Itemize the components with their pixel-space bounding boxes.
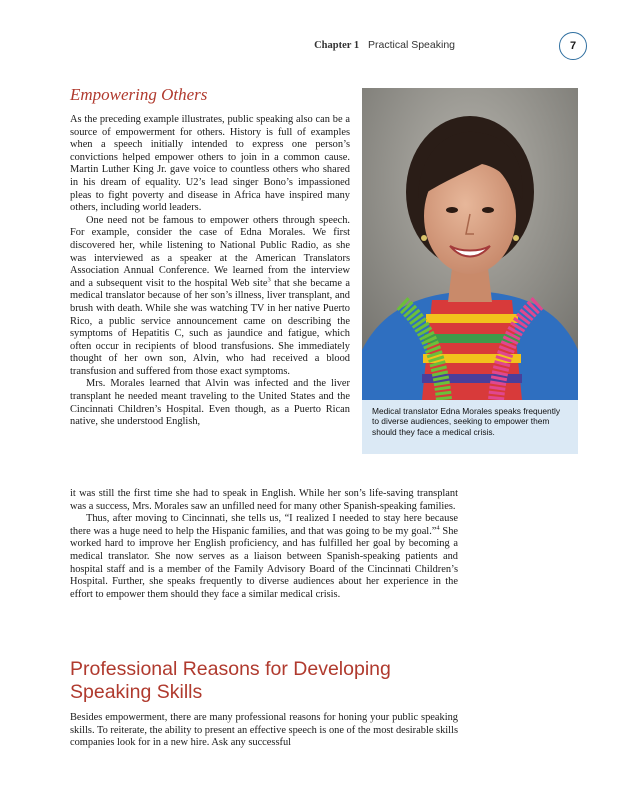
major-section-heading: Professional Reasons for Developing Speaking Skills xyxy=(70,658,391,703)
portrait-photo xyxy=(362,88,578,400)
page-number: 7 xyxy=(559,32,587,60)
paragraph-text: She worked hard to improve her English proficiency, and has fulfilled her goal by becoming a medical translator. She now serves as a liaison between Spanish-speaking patients and hospital staff and is a member of the Family Advisory Board of the Cincinnati Children’s Hospital. Further, she speaks frequently to diverse audiences about her experience in the effort to empower them should they face a similar medical crisis. xyxy=(70,525,459,600)
running-head xyxy=(314,39,455,51)
portrait-illustration xyxy=(362,88,578,400)
closing-text xyxy=(70,712,458,750)
footnote-ref: 3 xyxy=(267,276,271,284)
paragraph xyxy=(70,215,350,379)
column-text xyxy=(70,114,350,429)
chapter-label: Chapter 1 xyxy=(314,40,360,51)
paragraph: it was still the first time she had to speak in English. While her son’s life-saving transplant was a success, Mrs. Morales saw an unfilled need for many other Spanish-speaking families. xyxy=(70,488,458,512)
full-width-text xyxy=(70,488,458,601)
paragraph-text: that she became a medical translator because of her son’s illness, liver transplant, and brush with death. While she was watching TV in her native Puerto Rico, a public service announcement came on describing the symptoms of Hepatitis C, such as jaundice and fatigue, which often occur in recipients of blood transfusions. She immediately thought of her own son, Alvin, who had received a blood transfusion and suffered from those exact symptoms. xyxy=(70,277,350,377)
footnote-ref: 4 xyxy=(436,524,440,532)
paragraph: Besides empowerment, there are many professional reasons for honing your public speaking skills. To reiterate, the ability to present an effective speech is one of the most desirable skills companies look for in a new hire. Ask any successful xyxy=(70,712,458,749)
paragraph: Mrs. Morales learned that Alvin was infected and the liver transplant he needed meant traveling to the United States and the Cincinnati Children’s Hospital. Even though, as a Puerto Rican native, she understood English, xyxy=(70,378,350,428)
paragraph-text: One need not be famous to empower others through speech. For example, consider the case of Edna Morales. We first discovered her, while listening to National Public Radio, as she was interviewed as a speaker at the American Translators Association Annual Conference. We learned from the interview and a subsequent visit to the hospital Web site xyxy=(70,214,350,289)
paragraph-text: Thus, after moving to Cincinnati, she tells us, “I realized I needed to stay here because there was a huge need to help the Hispanic families, and that was going to be my goal.” xyxy=(70,513,458,537)
paragraph: As the preceding example illustrates, public speaking also can be a source of empowerment for others. History is full of examples when a speech initially intended to express one person’s convictions helped empower others to join in a common cause. Martin Luther King Jr. gave voice to countless others who shared in his dream of equality. U2’s lead singer Bono’s impassioned pleas to fight poverty and disease in Africa have inspired many others, including world leaders. xyxy=(70,114,350,214)
section-heading: Empowering Others xyxy=(70,85,208,104)
chapter-title: Practical Speaking xyxy=(368,39,455,51)
figure-caption: Medical translator Edna Morales speaks frequently to diverse audiences, seeking to empower them should they face a medical crisis. xyxy=(362,400,578,454)
paragraph xyxy=(70,513,458,601)
